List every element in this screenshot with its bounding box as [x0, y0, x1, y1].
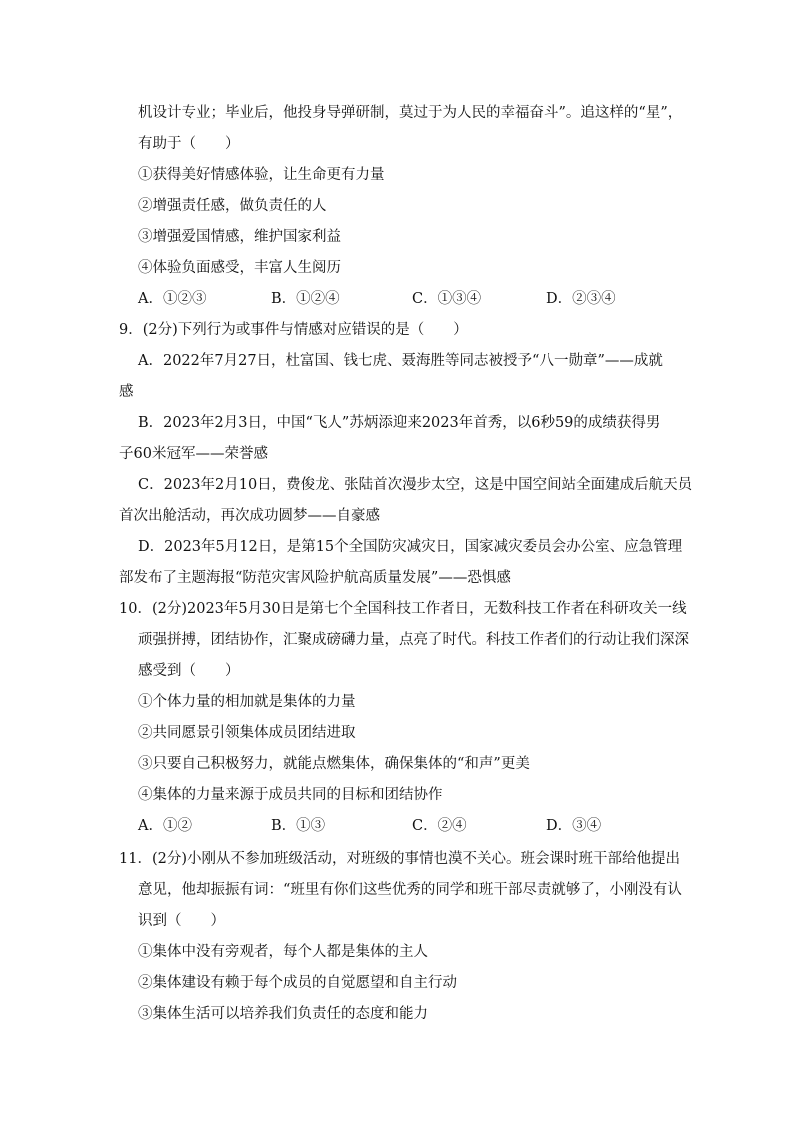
q8-statement-2: ②增强责任感，做负责任的人 — [138, 198, 327, 214]
q10-option-b[interactable]: B．①③ — [271, 818, 326, 834]
q11-statement-1: ①集体中没有旁观者，每个人都是集体的主人 — [138, 944, 428, 960]
q9-option-a-line-1[interactable]: A．2022年7月27日，杜富国、钱七虎、聂海胜等同志被授予“八一勋章”——成就 — [138, 353, 663, 369]
q8-option-b[interactable]: B．①②④ — [271, 291, 340, 307]
q10-stem-line-3: 感受到（ ） — [138, 663, 240, 679]
q8-option-c[interactable]: C．①③④ — [412, 291, 482, 307]
q11-statement-3: ③集体生活可以培养我们负责任的态度和能力 — [138, 1006, 428, 1022]
q8-statement-4: ④体验负面感受，丰富人生阅历 — [138, 260, 341, 276]
q8-stem-line-2: 有助于（ ） — [138, 136, 240, 152]
q8-option-a[interactable]: A．①②③ — [138, 291, 207, 307]
q8-statement-1: ①获得美好情感体验，让生命更有力量 — [138, 167, 385, 183]
q8-option-d[interactable]: D．②③④ — [546, 291, 616, 307]
q10-option-d[interactable]: D．③④ — [546, 818, 602, 834]
q9-option-d-line-1[interactable]: D．2023年5月12日，是第15个全国防灾减灾日，国家减灾委员会办公室、应急管理 — [138, 539, 683, 555]
q9-option-c-line-1[interactable]: C．2023年2月10日，费俊龙、张陆首次漫步太空，这是中国空间站全面建成后航天员 — [138, 477, 693, 493]
q10-option-c[interactable]: C．②④ — [412, 818, 467, 834]
q9-option-b-line-1[interactable]: B．2023年2月3日，中国“飞人”苏炳添迎来2023年首秀，以6秒59的成绩获得男 — [138, 415, 661, 431]
q10-statement-1: ①个体力量的相加就是集体的力量 — [138, 694, 356, 710]
q10-statement-3: ③只要自己积极努力，就能点燃集体，确保集体的“和声”更美 — [138, 756, 530, 772]
q8-statement-3: ③增强爱国情感，维护国家利益 — [138, 229, 341, 245]
q9-option-c-line-2: 首次出舱活动，再次成功圆梦——自豪感 — [119, 508, 380, 524]
q9-option-b-line-2: 子60米冠军——荣誉感 — [119, 446, 268, 462]
q10-option-a[interactable]: A．①② — [138, 818, 192, 834]
q10-statement-2: ②共同愿景引领集体成员团结进取 — [138, 725, 356, 741]
q9-stem: 9．(2分)下列行为或事件与情感对应错误的是（ ） — [119, 322, 468, 338]
q8-stem-line-1: 机设计专业；毕业后，他投身导弹研制，莫过于为人民的幸福奋斗”。追这样的“星”， — [138, 105, 683, 121]
q11-stem-line-2: 意见，他却振振有词：“班里有你们这些优秀的同学和班干部尽责就够了，小刚没有认 — [138, 882, 682, 898]
q10-statement-4: ④集体的力量来源于成员共同的目标和团结协作 — [138, 787, 443, 803]
q9-option-d-line-2: 部发布了主题海报“防范灾害风险护航高质量发展”——恐惧感 — [119, 570, 511, 586]
q9-option-a-line-2: 感 — [119, 384, 134, 400]
q11-statement-2: ②集体建设有赖于每个成员的自觉愿望和自主行动 — [138, 975, 457, 991]
q10-stem-line-2: 顽强拼搏，团结协作，汇聚成磅礴力量，点亮了时代。科技工作者们的行动让我们深深 — [138, 632, 689, 648]
q11-stem-line-3: 识到（ ） — [138, 913, 225, 929]
q11-stem-line-1: 11．(2分)小刚从不参加班级活动，对班级的事情也漠不关心。班会课时班干部给他提出 — [119, 851, 680, 867]
q10-stem-line-1: 10．(2分)2023年5月30日是第七个全国科技工作者日，无数科技工作者在科研攻关一线 — [119, 601, 687, 617]
